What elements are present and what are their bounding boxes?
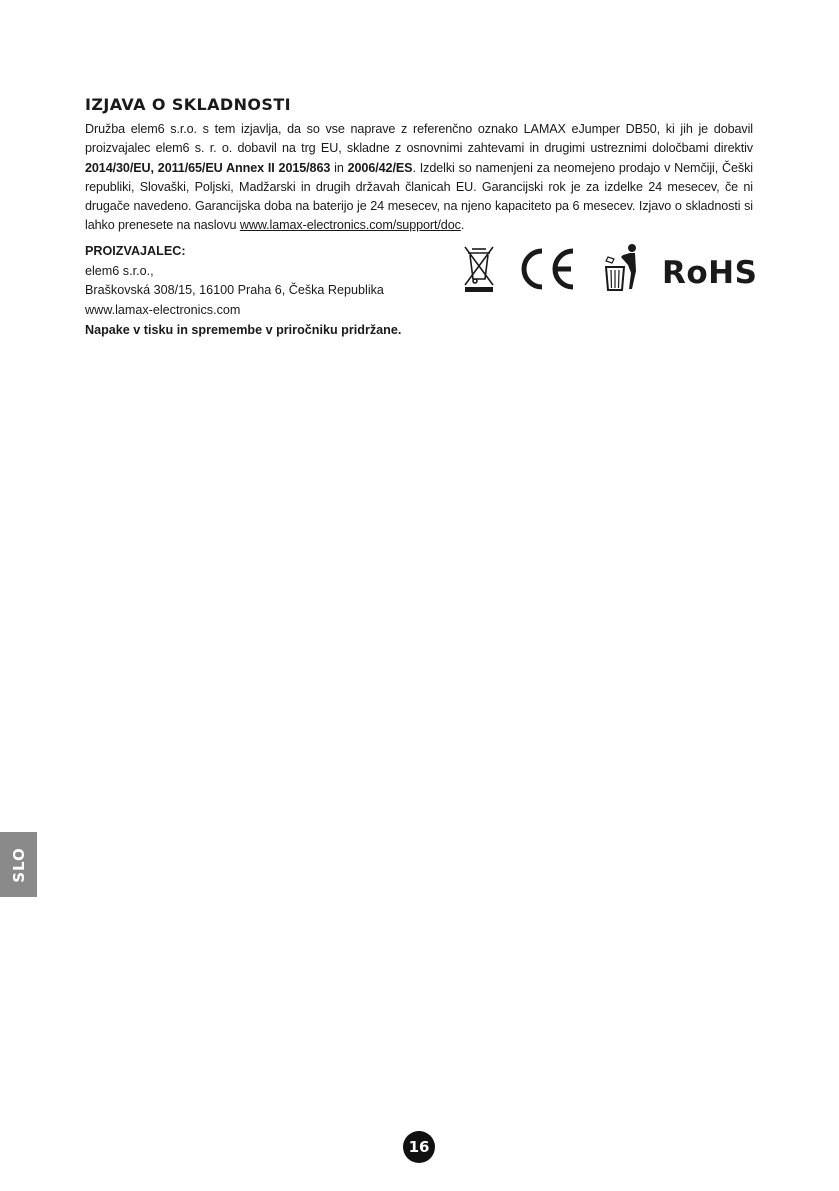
manufacturer-name: elem6 s.r.o.,: [85, 263, 154, 278]
rohs-mark: RoHS: [662, 255, 758, 291]
language-label: SLO: [9, 846, 28, 883]
manufacturer-block: [85, 242, 384, 320]
page-number: 16: [403, 1131, 435, 1163]
weee-crossed-bin-icon: [462, 243, 496, 295]
doc-download-link[interactable]: www.lamax-electronics.com/support/doc: [239, 218, 461, 233]
section-heading: IZJAVA O SKLADNOSTI: [85, 95, 291, 114]
directives-bold-2: 2006/42/ES: [347, 160, 413, 175]
disclaimer-note: Napake v tisku in spremembe v priročniku pridržane.: [85, 323, 402, 337]
declaration-paragraph: [85, 120, 753, 236]
directives-bold-1: 2014/30/EU, 2011/65/EU Annex II 2015/863: [85, 160, 331, 175]
manufacturer-website: www.lamax-electronics.com: [85, 302, 241, 317]
certification-icons: [462, 243, 757, 295]
declaration-text-1: Družba elem6 s.r.o. s tem izjavlja, da so vse naprave z referenčno oznako LAMAX eJumper DB50, ki jih je dobavil proizvajalec elem6 s. r. o. dobavil na trg EU, skladne z osnovnimi zahtevami in drugimi ustreznimi določbami direktiv: [85, 122, 753, 156]
tidyman-litter-icon: [602, 243, 646, 295]
declaration-text-2: in: [330, 160, 348, 175]
language-side-tab: [0, 832, 37, 897]
declaration-text-3: . Izdelki so namenjeni za neomejeno prodajo v Nemčiji, Češki republiki, Slovaški, Poljski, Madžarski in drugih državah članicah EU. Garancijski rok je za izdelke 24 mesecev, če ni drugače navedeno. Garancijska doba na baterijo je 24 mesecev, na njeno kapaciteto pa 6 mesecev. Izjavo o skladnosti si lahko prenesete na naslovu: [85, 160, 753, 233]
manufacturer-title: PROIZVAJALEC:: [85, 244, 186, 258]
ce-mark-icon: [515, 243, 579, 295]
declaration-text-4: .: [460, 218, 465, 233]
manufacturer-address: Braškovská 308/15, 16100 Praha 6, Češka Republika: [85, 283, 384, 297]
